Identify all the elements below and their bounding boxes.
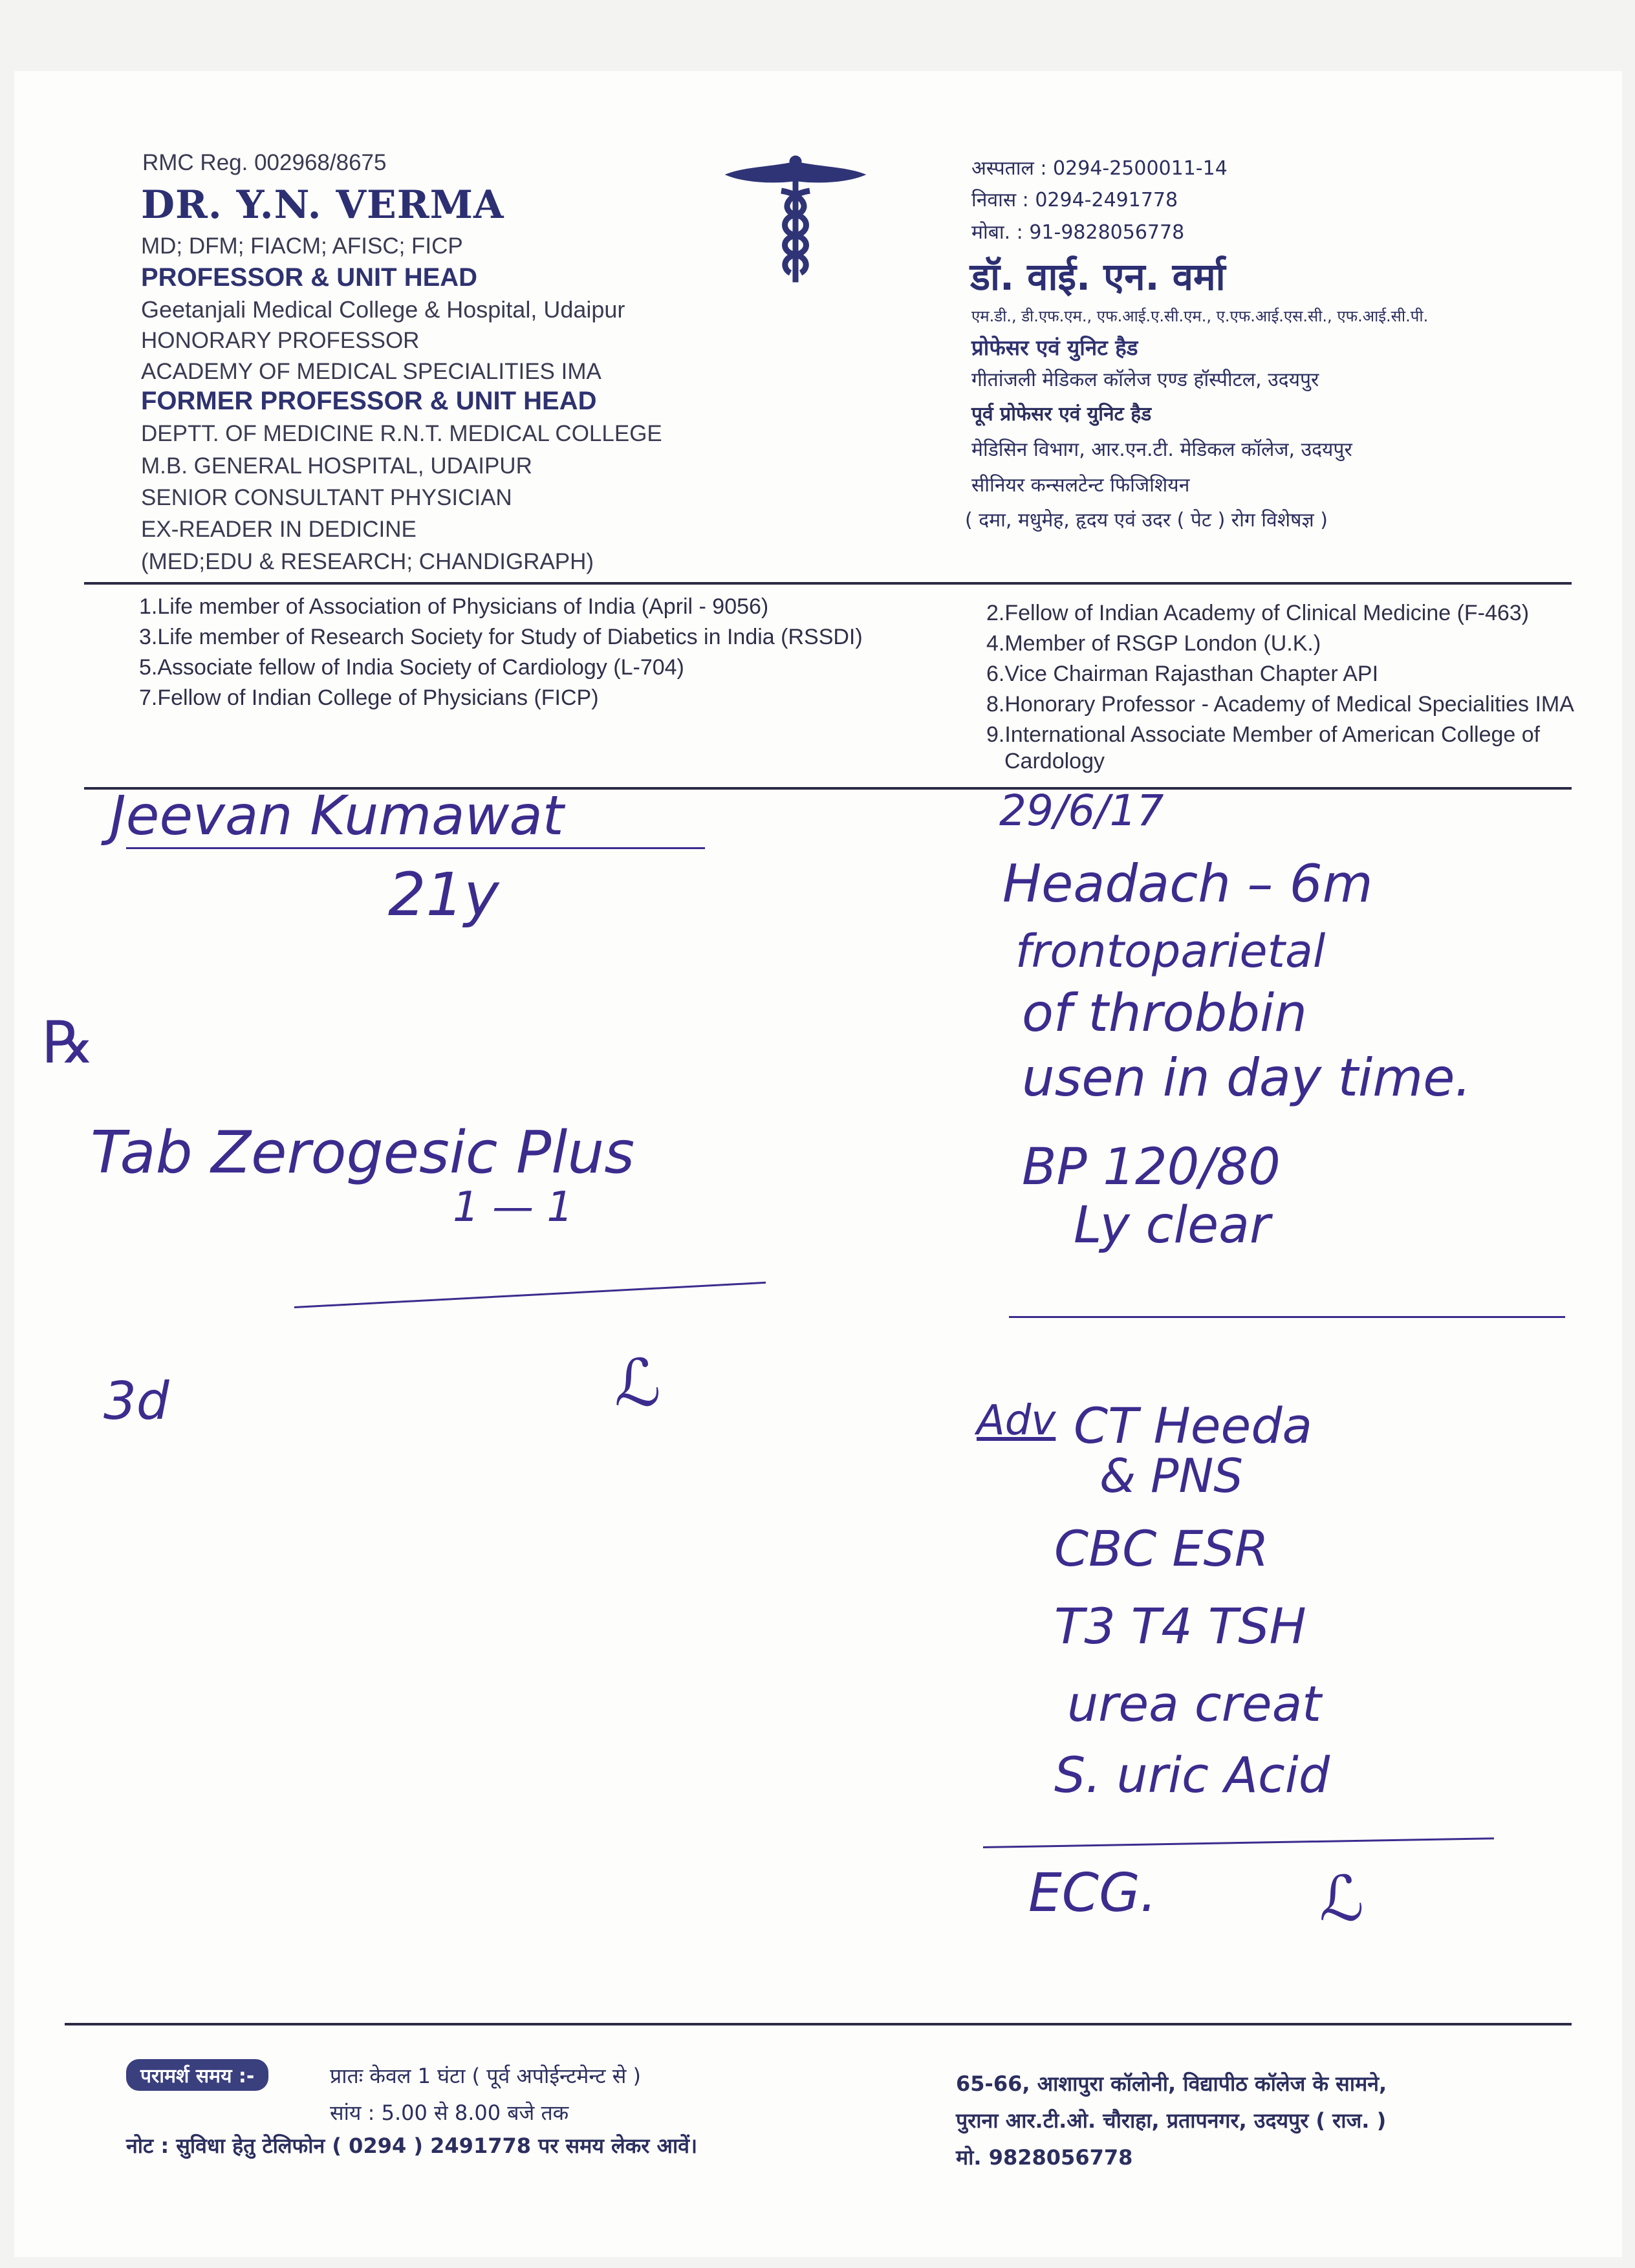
complaint-site: frontoparietal [1015, 925, 1326, 978]
affiliation-item: 4.Member of RSGP London (U.K.) [986, 631, 1321, 656]
visit-date: 29/6/17 [999, 786, 1164, 836]
blood-pressure: BP 120/80 [1022, 1138, 1281, 1196]
specialist-hindi: ( दमा, मधुमेह, हृदय एवं उदर ( पेट ) रोग विशेषज्ञ ) [965, 509, 1328, 532]
affiliation-item: 1.Life member of Association of Physicians of India (April - 9056) [139, 594, 769, 619]
affiliation-item: Cardology [1004, 749, 1105, 773]
investigation-uric-acid: S. uric Acid [1054, 1746, 1330, 1804]
affiliation-item: 9.International Associate Member of American College of [986, 722, 1541, 747]
footer-mobile: मो. 9828056778 [956, 2145, 1133, 2170]
complaint-timing: usen in day time. [1022, 1048, 1471, 1108]
doctor-name-hindi: डॉ. वाई. एन. वर्मा [970, 255, 1226, 299]
name-underline [126, 847, 705, 849]
rx-symbol: ℞ [42, 1009, 94, 1077]
former-title: FORMER PROFESSOR & UNIT HEAD [141, 387, 597, 415]
evening-timing: सांय : 5.00 से 8.00 बजे तक [330, 2101, 569, 2125]
professor-title: PROFESSOR & UNIT HEAD [141, 263, 478, 292]
patient-age: 21y [388, 860, 499, 929]
ecg: ECG. [1028, 1863, 1157, 1924]
signature-1: ℒ [614, 1345, 662, 1421]
degrees: MD; DFM; FIACM; AFISC; FICP [141, 233, 463, 259]
complaint: Headach – 6m [1002, 854, 1373, 914]
caduceus-logo [718, 155, 873, 285]
footer-divider [65, 2023, 1572, 2025]
address-line-1: 65-66, आशापुरा कॉलोनी, विद्यापीठ कॉलेज के सामने, [956, 2071, 1387, 2096]
professor-title-hindi: प्रोफेसर एवं युनिट हैड [971, 335, 1138, 360]
drug-name: Tab Zerogesic Plus [91, 1119, 635, 1187]
degrees-hindi: एम.डी., डी.एफ.एम., एफ.आई.ए.सी.एम., ए.एफ.आई.एस.सी., एफ.आई.सी.पी. [971, 307, 1429, 325]
hospital: M.B. GENERAL HOSPITAL, UDAIPUR [141, 453, 532, 479]
affiliations-right [986, 598, 1574, 777]
investigation-thyroid: T3 T4 TSH [1054, 1597, 1306, 1655]
honorary-professor: HONORARY PROFESSOR [141, 328, 420, 353]
morning-timing: प्रातः केवल 1 घंटा ( पूर्व अपोईन्टमेन्ट से ) [330, 2064, 642, 2088]
phone-mobile: मोबा. : 91-9828056778 [971, 221, 1185, 244]
phone-residence: निवास : 0294-2491778 [971, 189, 1178, 211]
exam-underline [1009, 1316, 1565, 1318]
investigation-urea: urea creat [1067, 1675, 1322, 1733]
consultant-hindi: सीनियर कन्सलटेन्ट फिजिशियन [971, 474, 1190, 497]
phone-hospital: अस्पताल : 0294-2500011-14 [971, 157, 1228, 180]
college-name: Geetanjali Medical College & Hospital, Udaipur [141, 296, 625, 323]
consultant: SENIOR CONSULTANT PHYSICIAN [141, 485, 512, 510]
affiliation-item: 6.Vice Chairman Rajasthan Chapter API [986, 662, 1379, 686]
med-edu: (MED;EDU & RESEARCH; CHANDIGRAPH) [141, 549, 594, 574]
header-divider [84, 582, 1572, 585]
ex-reader: EX-READER IN DEDICINE [141, 517, 417, 542]
address-line-2: पुराना आर.टी.ओ. चौराहा, प्रतापनगर, उदयपुर ( राज. ) [956, 2108, 1387, 2133]
affiliation-item: 3.Life member of Research Society for Study of Diabetics in India (RSSDI) [139, 625, 863, 649]
academy: ACADEMY OF MEDICAL SPECIALITIES IMA [141, 359, 601, 384]
signature-2: ℒ [1319, 1863, 1365, 1935]
drug-dose: 1 — 1 [453, 1183, 574, 1231]
department-hindi: मेडिसिन विभाग, आर.एन.टी. मेडिकल कॉलेज, उदयपुर [971, 438, 1352, 461]
reg-number: RMC Reg. 002968/8675 [142, 150, 387, 175]
investigation-cbc: CBC ESR [1054, 1520, 1269, 1577]
timing-badge: परामर्श समय :- [126, 2059, 268, 2091]
affiliation-item: 5.Associate fellow of India Society of Cardiology (L-704) [139, 655, 684, 680]
college-hindi: गीतांजली मेडिकल कॉलेज एण्ड हॉस्पीटल, उदयपुर [971, 369, 1319, 391]
appointment-note: नोट : सुविधा हेतु टेलिफोन ( 0294 ) 2491778 पर समय लेकर आवें। [126, 2133, 698, 2158]
affiliation-item: 7.Fellow of Indian College of Physicians (FICP) [139, 686, 599, 710]
former-title-hindi: पूर्व प्रोफेसर एवं युनिट हैड [971, 403, 1152, 426]
investigation-ct: CT Heeda [1074, 1397, 1313, 1454]
affiliations-left [139, 592, 863, 713]
department: DEPTT. OF MEDICINE R.N.T. MEDICAL COLLEGE [141, 421, 662, 446]
examination: Ly clear [1074, 1196, 1271, 1255]
affiliation-item: 2.Fellow of Indian Academy of Clinical Medicine (F-463) [986, 601, 1530, 625]
advice-label: Adv [977, 1397, 1056, 1445]
duration: 3d [103, 1371, 169, 1431]
complaint-type: of throbbin [1022, 983, 1307, 1043]
affiliation-item: 8.Honorary Professor - Academy of Medical Specialities IMA [986, 692, 1574, 717]
investigation-pns: & PNS [1099, 1449, 1244, 1503]
doctor-name: DR. Y.N. VERMA [141, 182, 504, 228]
patient-name: Jeevan Kumawat [110, 784, 564, 847]
